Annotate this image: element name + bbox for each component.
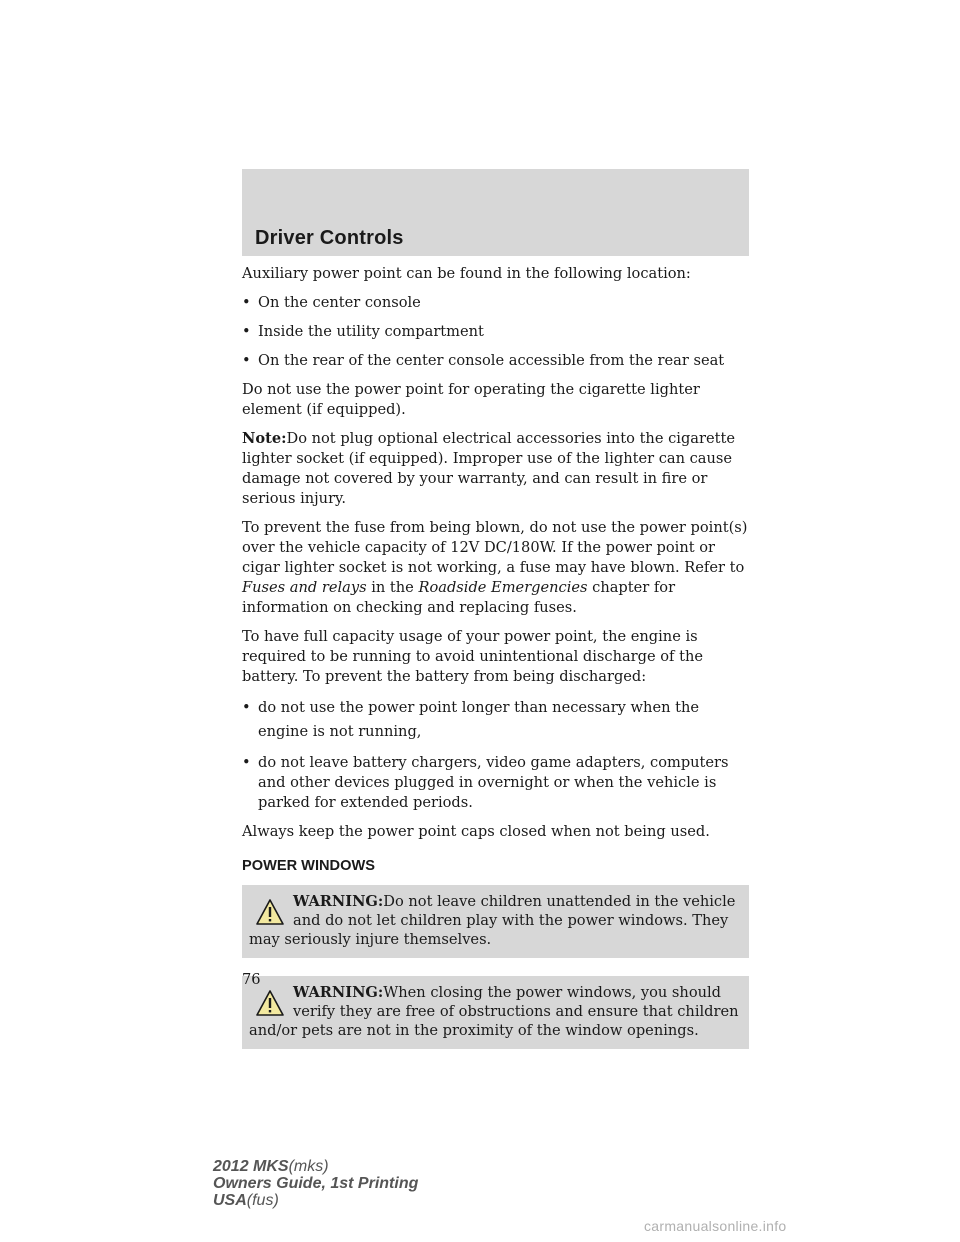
note-paragraph bbox=[242, 429, 749, 509]
warning-triangle-icon bbox=[249, 892, 293, 930]
warning-box bbox=[242, 885, 749, 958]
page-number: 76 bbox=[242, 971, 261, 988]
note-label: Note: bbox=[242, 430, 287, 447]
warning-text: When closing the power windows, you should verify they are free of obstructions and ensure that children and/or pets are not in the proximity of the window openings. bbox=[249, 984, 739, 1039]
chapter-header-band bbox=[242, 169, 749, 256]
fuse-text: chapter for information on checking and replacing fuses. bbox=[242, 579, 676, 616]
note-text: Do not plug optional electrical accessories into the cigarette lighter socket (if equipped). Improper use of the lighter can cause damage not covered by your warranty, and can result in fire or serious injury. bbox=[242, 430, 735, 507]
list-item-text: do not use the power point longer than necessary when the engine is not running, bbox=[258, 699, 700, 740]
warning-label: WARNING: bbox=[293, 893, 384, 910]
bullet-icon: • bbox=[242, 699, 251, 716]
roadside-emergencies-reference: Roadside Emergencies bbox=[418, 579, 588, 596]
caps-paragraph: Always keep the power point caps closed when not being used. bbox=[242, 823, 710, 840]
list-item-text: On the rear of the center console accessible from the rear seat bbox=[258, 352, 725, 369]
warning-box bbox=[242, 976, 749, 1049]
footer-market: USA bbox=[213, 1192, 247, 1209]
document-footer bbox=[213, 1158, 418, 1209]
list-item bbox=[242, 351, 749, 371]
fuse-paragraph bbox=[242, 518, 749, 618]
page-content bbox=[242, 264, 749, 1067]
intro-paragraph: Auxiliary power point can be found in the following location: bbox=[242, 265, 691, 282]
fuses-and-relays-reference: Fuses and relays bbox=[242, 579, 367, 596]
footer-guide-line bbox=[213, 1175, 418, 1192]
list-item bbox=[242, 696, 749, 744]
list-item-text: Inside the utility compartment bbox=[258, 323, 484, 340]
fuse-text: in the bbox=[366, 579, 419, 596]
footer-market-tag: (fus) bbox=[246, 1192, 279, 1209]
list-item bbox=[242, 322, 749, 342]
bullet-icon: • bbox=[242, 352, 251, 369]
warning-label: WARNING: bbox=[293, 984, 384, 1001]
lighter-paragraph: Do not use the power point for operating the cigarette lighter element (if equipped). bbox=[242, 381, 700, 418]
bullet-icon: • bbox=[242, 754, 251, 771]
warning-triangle-icon bbox=[249, 983, 293, 1021]
warning-text: Do not leave children unattended in the vehicle and do not let children play with the power windows. They may seriously injure themselves. bbox=[249, 893, 736, 948]
chapter-title: Driver Controls bbox=[255, 227, 404, 249]
list-item bbox=[242, 753, 749, 813]
list-item bbox=[242, 293, 749, 313]
footer-guide: Owners Guide, 1st Printing bbox=[213, 1175, 419, 1192]
bullet-icon: • bbox=[242, 323, 251, 340]
list-item-text: On the center console bbox=[258, 294, 421, 311]
footer-model-tag: (mks) bbox=[288, 1158, 329, 1175]
footer-model: 2012 MKS bbox=[213, 1158, 289, 1175]
bullet-icon: • bbox=[242, 294, 251, 311]
section-heading: POWER WINDOWS bbox=[242, 858, 375, 874]
footer-market-line bbox=[213, 1192, 418, 1209]
list-item-text: do not leave battery chargers, video game adapters, computers and other devices plugged in overnight or when the vehicle is parked for extended periods. bbox=[258, 754, 729, 811]
watermark: carmanualsonline.info bbox=[644, 1218, 787, 1234]
capacity-paragraph: To have full capacity usage of your power point, the engine is required to be running to avoid unintentional discharge of the battery. To prevent the battery from being discharged: bbox=[242, 628, 703, 685]
footer-model-line bbox=[213, 1158, 418, 1175]
fuse-text: To prevent the fuse from being blown, do not use the power point(s) over the vehicle capacity of 12V DC/180W. If the power point or cigar lighter socket is not working, a fuse may have blown. Refer to bbox=[242, 519, 748, 576]
